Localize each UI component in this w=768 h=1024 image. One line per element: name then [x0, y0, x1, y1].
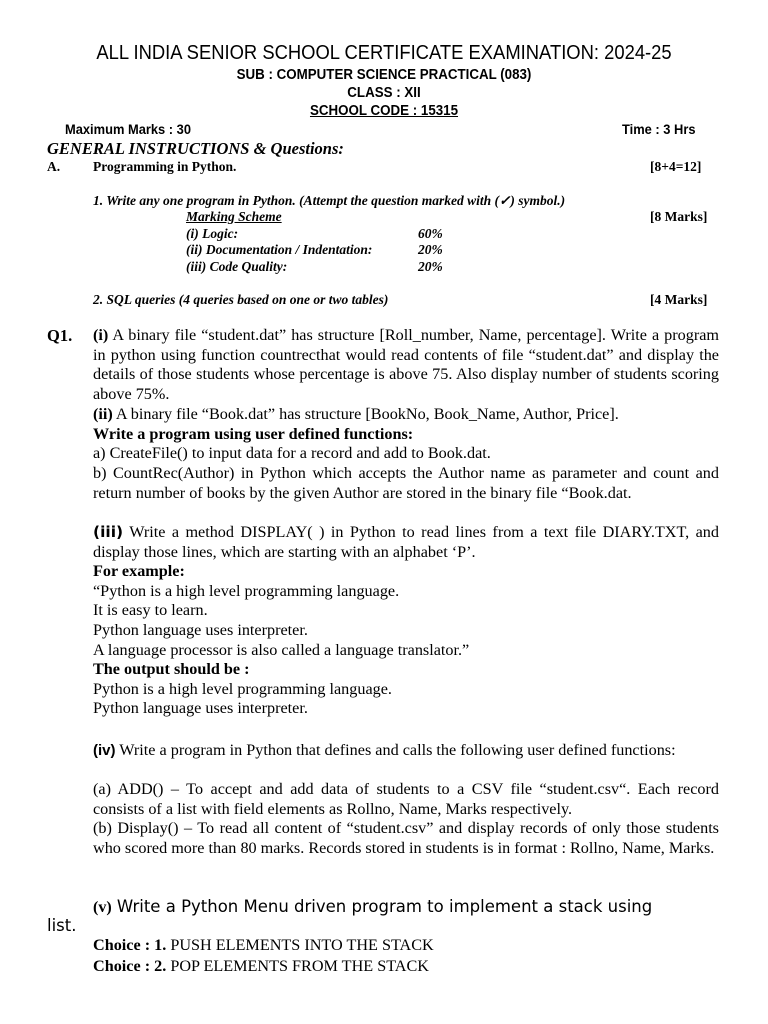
part-i-paragraph: [93, 326, 719, 405]
part-v-continuation: list.: [47, 916, 77, 935]
part-ii-a: a) CreateFile() to input data for a record and add to Book.dat.: [93, 444, 491, 462]
part-iv-b: (b) Display() – To read all content of “student.csv” and display records of only those students who scored more than 80 marks. Records stored in students is in format : Rollno, Name, Marks.: [93, 819, 719, 857]
school-code: SCHOOL CODE : 15315: [309, 103, 459, 119]
part-ii-b: b) CountRec(Author) in Python which accepts the Author name as parameter and count and return number of books by the given Author are stored in the binary file “Book.dat.: [93, 464, 719, 502]
part-iv-a: (a) ADD() – To accept and add data of students to a CSV file “student.csv“. Each record consists of a list with field elements as Rollno, Name, Marks respectively.: [93, 780, 719, 818]
choice-text: PUSH ELEMENTS INTO THE STACK: [166, 936, 434, 954]
output-line: Python is a high level programming language.: [93, 680, 392, 698]
instructions-heading: GENERAL INSTRUCTIONS & Questions:: [47, 139, 344, 158]
instruction-item-2: 2. SQL queries (4 queries based on one or two tables): [93, 292, 389, 307]
section-a-letter: A.: [47, 159, 61, 174]
example-heading: For example:: [93, 562, 185, 580]
part-iv-label: (iv): [93, 742, 116, 759]
class-line: CLASS : XII: [347, 85, 421, 101]
choice-label: Choice : 1.: [93, 936, 167, 954]
marking-scheme-marks: [8 Marks]: [650, 209, 708, 224]
scheme-code-quality-label: (iii) Code Quality:: [186, 259, 288, 274]
choice-pop: [93, 957, 429, 977]
choice-text: POP ELEMENTS FROM THE STACK: [166, 957, 429, 975]
part-iii-label: (iii): [93, 523, 124, 541]
output-line: Python language uses interpreter.: [93, 699, 308, 717]
part-ii-paragraph: [93, 405, 619, 425]
part-i-label: (i): [93, 326, 109, 344]
output-heading: The output should be :: [93, 660, 250, 678]
part-iii-paragraph: [93, 523, 719, 562]
scheme-logic-label: (i) Logic:: [186, 226, 239, 241]
scheme-logic-value: 60%: [418, 226, 443, 241]
example-line: “Python is a high level programming language.: [93, 582, 400, 600]
part-v-label: (v): [93, 899, 112, 916]
part-ii-heading: Write a program using user defined functions:: [93, 425, 414, 443]
part-ii-label: (ii): [93, 405, 113, 423]
scheme-documentation-value: 20%: [418, 242, 443, 257]
subject-line: SUB : COMPUTER SCIENCE PRACTICAL (083): [236, 67, 532, 83]
part-v-text: Write a Python Menu driven program to implement a stack using: [111, 897, 653, 916]
example-line: A language processor is also called a language translator.”: [93, 641, 470, 659]
exam-title: ALL INDIA SENIOR SCHOOL CERTIFICATE EXAMINATION: 2024-25: [96, 42, 672, 64]
instruction-item-2-marks: [4 Marks]: [650, 292, 708, 307]
marking-scheme-title: Marking Scheme: [186, 209, 282, 224]
section-a-marks: [8+4=12]: [650, 159, 702, 174]
part-i-text: A binary file “student.dat” has structure [Roll_number, Name, percentage]. Write a program in python using function countrecthat would read contents of file “student.dat” and display the details of those students whose percentage is above 75. Also display number of students scoring above 75%.: [93, 326, 719, 404]
choice-label: Choice : 2.: [93, 957, 167, 975]
part-iv-paragraph: [93, 740, 693, 761]
time-allowed: Time : 3 Hrs: [622, 121, 696, 137]
instruction-item-1: 1. Write any one program in Python. (Attempt the question marked with (✓) symbol.): [93, 193, 566, 208]
section-a-title: Programming in Python.: [93, 159, 237, 174]
part-iii-text: Write a method DISPLAY( ) in Python to read lines from a text file DIARY.TXT, and display those lines, which are starting with an alphabet ‘P’.: [93, 523, 719, 561]
max-marks: Maximum Marks : 30: [65, 121, 191, 137]
part-ii-text: A binary file “Book.dat” has structure [BookNo, Book_Name, Author, Price].: [112, 405, 619, 423]
example-line: It is easy to learn.: [93, 601, 208, 619]
example-line: Python language uses interpreter.: [93, 621, 308, 639]
part-iv-text: Write a program in Python that defines and calls the following user defined functions:: [115, 741, 676, 759]
question-label: Q1.: [47, 326, 73, 345]
scheme-documentation-label: (ii) Documentation / Indentation:: [186, 242, 373, 257]
choice-push: [93, 936, 434, 956]
scheme-code-quality-value: 20%: [418, 259, 443, 274]
part-v-paragraph: [93, 897, 652, 917]
